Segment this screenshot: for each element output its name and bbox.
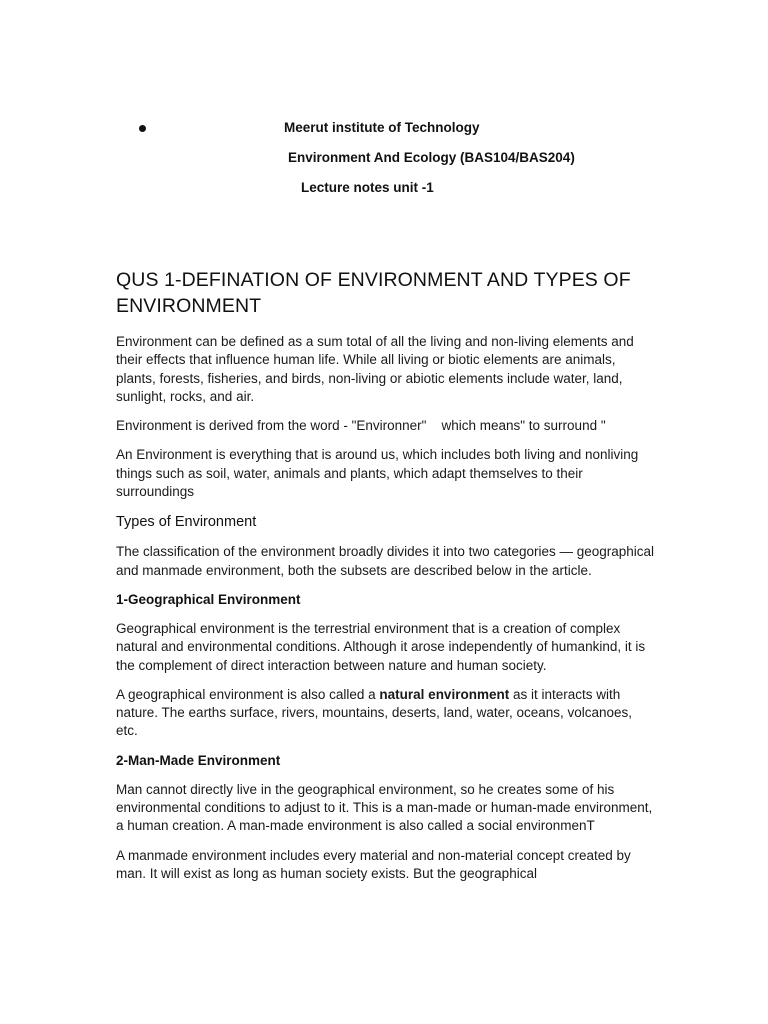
manmade-paragraph-2: A manmade environment includes every material and non-material concept created by man. It will exist as long as human society exists. But the geographical: [116, 847, 631, 881]
types-intro-paragraph: The classification of the environment broadly divides it into two categories — geographical and manmade environment, both the subsets are described below in the article.: [116, 544, 655, 578]
geographical-paragraph-2: [116, 686, 656, 741]
intro-paragraph-3: An Environment is everything that is around us, which includes both living and nonliving things such as soil, water, animals and plants, which adapt themselves to their surroundings: [116, 447, 639, 500]
geographical-paragraph-1: Geographical environment is the terrestrial environment that is a creation of complex natural and environmental conditions. Although it arose independently of humankind, it is the complement of direct interaction between nature and human society.: [116, 620, 646, 673]
geographical-paragraph-2-start: A geographical environment is also called a: [116, 686, 380, 702]
geographical-paragraph-2-end: as it interacts with nature. The earths surface, rivers, mountains, deserts, land, water, oceans, volcanoes, etc.: [116, 686, 633, 739]
bullet-point: [139, 125, 146, 132]
institute-name: Meerut institute of Technology: [284, 120, 480, 135]
document-body: [116, 267, 656, 894]
intro-paragraph-2: Environment is derived from the word - "Environner" which means" to surround ": [116, 418, 606, 434]
question-title: QUS 1-DEFINATION OF ENVIRONMENT AND TYPES OF ENVIRONMENT: [116, 269, 631, 317]
types-heading: Types of Environment: [116, 514, 257, 531]
geographical-heading: 1-Geographical Environment: [116, 591, 301, 607]
natural-environment-term: natural environment: [379, 686, 510, 702]
manmade-heading: 2-Man-Made Environment: [116, 752, 281, 768]
course-title: Environment And Ecology (BAS104/BAS204): [288, 150, 575, 165]
manmade-paragraph-1: Man cannot directly live in the geographical environment, so he creates some of his environmental conditions to adjust to it. This is a man-made or human-made environment, a human creation. A man-made environment is also called a social environmenT: [116, 781, 653, 834]
intro-paragraph-1: Environment can be defined as a sum total of all the living and non-living elements and their effects that influence human life. While all living or biotic elements are animals, plants, forests, fisheries, and birds, non-living or abiotic elements include water, land, sunlight, rocks, and air.: [116, 334, 634, 404]
lecture-notes-label: Lecture notes unit -1: [301, 180, 434, 195]
